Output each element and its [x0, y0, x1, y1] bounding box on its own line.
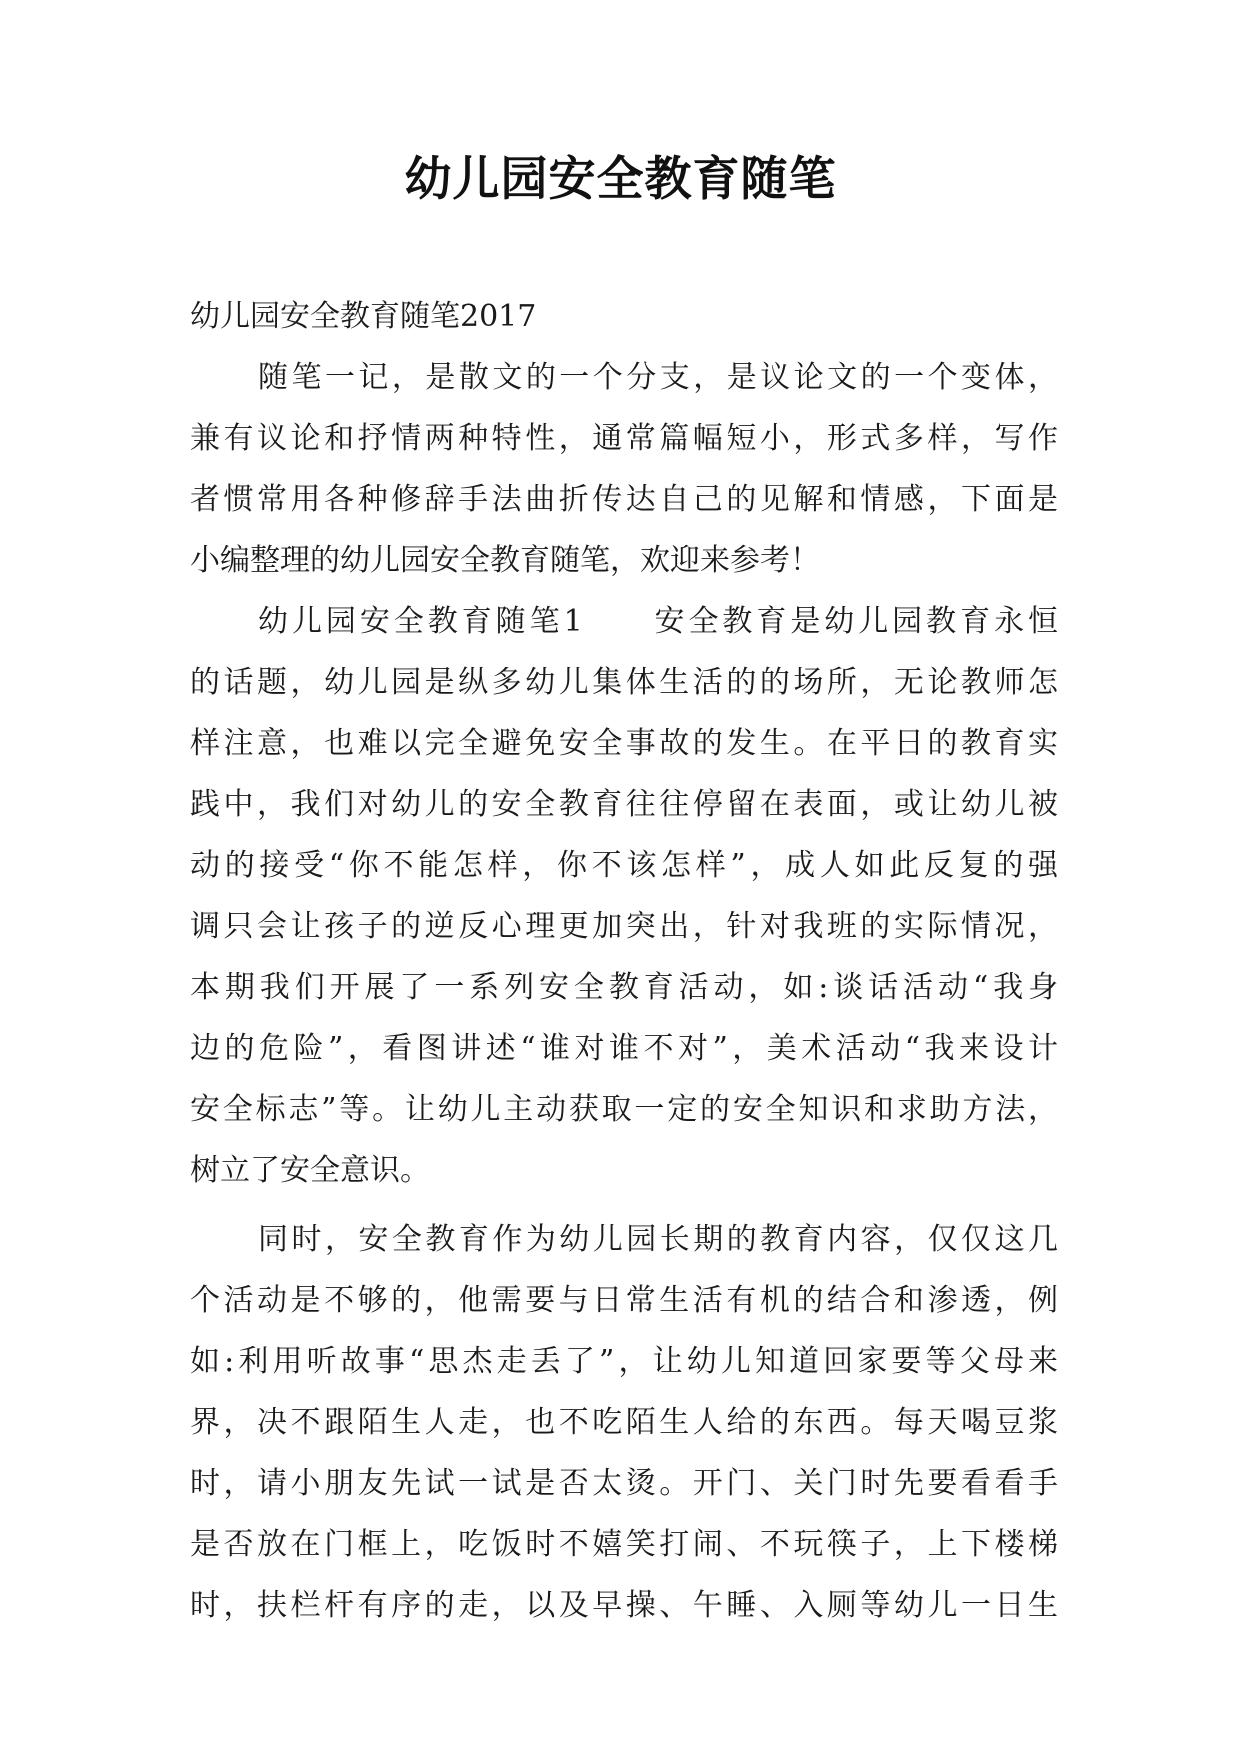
paragraph-line: 树立了安全意识。	[190, 1153, 430, 1188]
paragraph-line: 随笔一记，是散文的一个分支，是议论文的一个变体，	[258, 360, 1058, 395]
paragraph-gap	[190, 1201, 1058, 1209]
paragraph-line: 时，扶栏杆有序的走，以及早操、午睡、入厕等幼儿一日生	[190, 1588, 1058, 1623]
paragraph-line: 样注意，也难以完全避免安全事故的发生。在平日的教育实	[190, 726, 1058, 761]
paragraph-line: 时，请小朋友先试一试是否太烫。开门、关门时先要看看手	[190, 1466, 1058, 1501]
paragraph-line: 是否放在门框上，吃饭时不嬉笑打闹、不玩筷子，上下楼梯	[190, 1527, 1058, 1562]
paragraph-line: 本期我们开展了一系列安全教育活动，如:谈话活动“我身	[190, 970, 1058, 1005]
paragraph-line: 边的危险”，看图讲述“谁对谁不对”，美术活动“我来设计	[190, 1031, 1058, 1066]
paragraph-line: 动的接受“你不能怎样，你不该怎样”，成人如此反复的强	[190, 848, 1058, 883]
paragraph-line: 者惯常用各种修辞手法曲折传达自己的见解和情感，下面是	[190, 482, 1058, 517]
paragraph-line: 安全标志”等。让幼儿主动获取一定的安全知识和求助方法，	[190, 1092, 1058, 1127]
paragraph-line: 兼有议论和抒情两种特性，通常篇幅短小，形式多样，写作	[190, 421, 1058, 456]
paragraph-line: 的话题，幼儿园是纵多幼儿集体生活的的场所，无论教师怎	[190, 665, 1058, 700]
paragraph-line: 幼儿园安全教育随笔1 安全教育是幼儿园教育永恒	[258, 604, 1058, 639]
document-title: 幼儿园安全教育随笔	[404, 152, 837, 207]
document-body	[190, 286, 1058, 1636]
paragraph-line: 如:利用听故事“思杰走丢了”，让幼儿知道回家要等父母来	[190, 1344, 1058, 1379]
paragraph-line: 同时，安全教育作为幼儿园长期的教育内容，仅仅这几	[258, 1222, 1058, 1257]
paragraph-line: 践中，我们对幼儿的安全教育往往停留在表面，或让幼儿被	[190, 787, 1058, 822]
paragraph-line: 调只会让孩子的逆反心理更加突出，针对我班的实际情况，	[190, 909, 1058, 944]
paragraph-line: 个活动是不够的，他需要与日常生活有机的结合和渗透，例	[190, 1283, 1058, 1318]
paragraph-line: 界，决不跟陌生人走，也不吃陌生人给的东西。每天喝豆浆	[190, 1405, 1058, 1440]
paragraph-line: 小编整理的幼儿园安全教育随笔，欢迎来参考！	[190, 543, 820, 578]
subtitle-line: 幼儿园安全教育随笔2017	[190, 299, 537, 334]
